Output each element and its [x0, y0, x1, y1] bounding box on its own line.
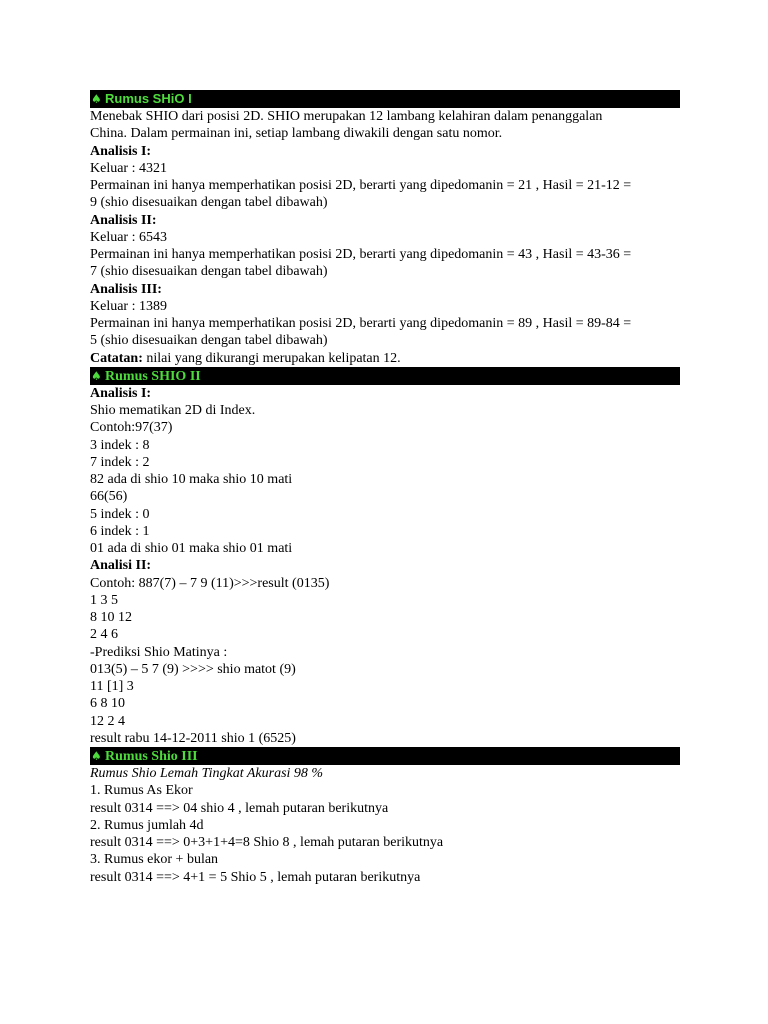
text-line: Keluar : 1389 — [90, 298, 167, 314]
text-line: Contoh:97(37) — [90, 420, 173, 436]
section-title: Rumus Shio III — [105, 749, 198, 764]
text-line: 7 indek : 2 — [90, 454, 150, 470]
text-line: Permainan ini hanya memperhatikan posisi 2D, berarti yang dipedomanin = 21 , Hasil = 21-12 = — [90, 178, 632, 193]
spade-icon: ♠ — [91, 749, 102, 763]
text-line: 66(56) — [90, 489, 128, 505]
text-line: result 0314 ==> 4+1 = 5 Shio 5 , lemah putaran berikutnya — [90, 869, 421, 885]
text-line: Keluar : 6543 — [90, 229, 167, 245]
text-line: 5 (shio disesuaikan dengan tabel dibawah) — [90, 333, 328, 349]
text-line: 6 8 10 — [90, 696, 125, 712]
note-label: Catatan: — [90, 350, 143, 366]
section-banner-rumus-shio-1 — [90, 90, 680, 108]
intro-line: Menebak SHIO dari posisi 2D. SHIO merupakan 12 lambang kelahiran dalam penanggalan — [90, 109, 603, 124]
text-line: 12 2 4 — [90, 713, 125, 729]
analysis-heading: Analisis I: — [90, 385, 152, 401]
text-line: 6 indek : 1 — [90, 523, 150, 539]
spade-icon: ♠ — [91, 92, 102, 106]
text-line: 5 indek : 0 — [90, 506, 150, 522]
text-line: Permainan ini hanya memperhatikan posisi 2D, berarti yang dipedomanin = 89 , Hasil = 89-84 = — [90, 316, 632, 331]
text-line: result rabu 14-12-2011 shio 1 (6525) — [90, 730, 296, 746]
section-banner-rumus-shio-2 — [90, 367, 680, 385]
text-line: 013(5) – 5 7 (9) >>>> shio matot (9) — [90, 661, 296, 677]
text-line: 11 [1] 3 — [90, 679, 134, 694]
text-line: 82 ada di shio 10 maka shio 10 mati — [90, 472, 293, 487]
text-line: Contoh: 887(7) – 7 9 (11)>>>result (0135) — [90, 575, 330, 591]
text-line: result 0314 ==> 04 shio 4 , lemah putaran berikutnya — [90, 800, 389, 816]
text-line: -Prediksi Shio Matinya : — [90, 644, 228, 660]
spade-icon: ♠ — [91, 368, 102, 383]
document-body — [90, 90, 680, 886]
analysis-heading: Analisi II: — [90, 558, 152, 574]
text-line: Shio mematikan 2D di Index. — [90, 403, 256, 418]
text-line: 3 indek : 8 — [90, 437, 150, 453]
intro-line: China. Dalam permainan ini, setiap lambang diwakili dengan satu nomor. — [90, 126, 503, 142]
text-line: 1. Rumus As Ekor — [90, 783, 193, 799]
text-line: 3. Rumus ekor + bulan — [90, 852, 219, 868]
note-line — [90, 350, 680, 367]
section-banner-rumus-shio-3 — [90, 747, 680, 765]
section-subtitle: Rumus Shio Lemah Tingkat Akurasi 98 % — [90, 766, 324, 781]
text-line: 9 (shio disesuaikan dengan tabel dibawah) — [90, 195, 328, 211]
analysis-heading: Analisis II: — [90, 212, 157, 228]
text-line: 2 4 6 — [90, 627, 118, 643]
text-line: 8 10 12 — [90, 610, 132, 625]
analysis-heading: Analisis I: — [90, 143, 152, 159]
text-line: 7 (shio disesuaikan dengan tabel dibawah) — [90, 264, 328, 280]
text-line: Keluar : 4321 — [90, 160, 167, 176]
text-line: 1 3 5 — [90, 592, 118, 608]
text-line: Permainan ini hanya memperhatikan posisi 2D, berarti yang dipedomanin = 43 , Hasil = 43-36 = — [90, 247, 632, 262]
text-line: 01 ada di shio 01 maka shio 01 mati — [90, 541, 293, 556]
text-line: 2. Rumus jumlah 4d — [90, 817, 204, 833]
analysis-heading: Analisis III: — [90, 281, 162, 297]
section-title: Rumus SHiO I — [105, 91, 192, 106]
note-text: nilai yang dikurangi merupakan kelipatan 12. — [142, 350, 401, 366]
section-title: Rumus SHIO II — [105, 368, 201, 384]
text-line: result 0314 ==> 0+3+1+4=8 Shio 8 , lemah putaran berikutnya — [90, 835, 444, 850]
